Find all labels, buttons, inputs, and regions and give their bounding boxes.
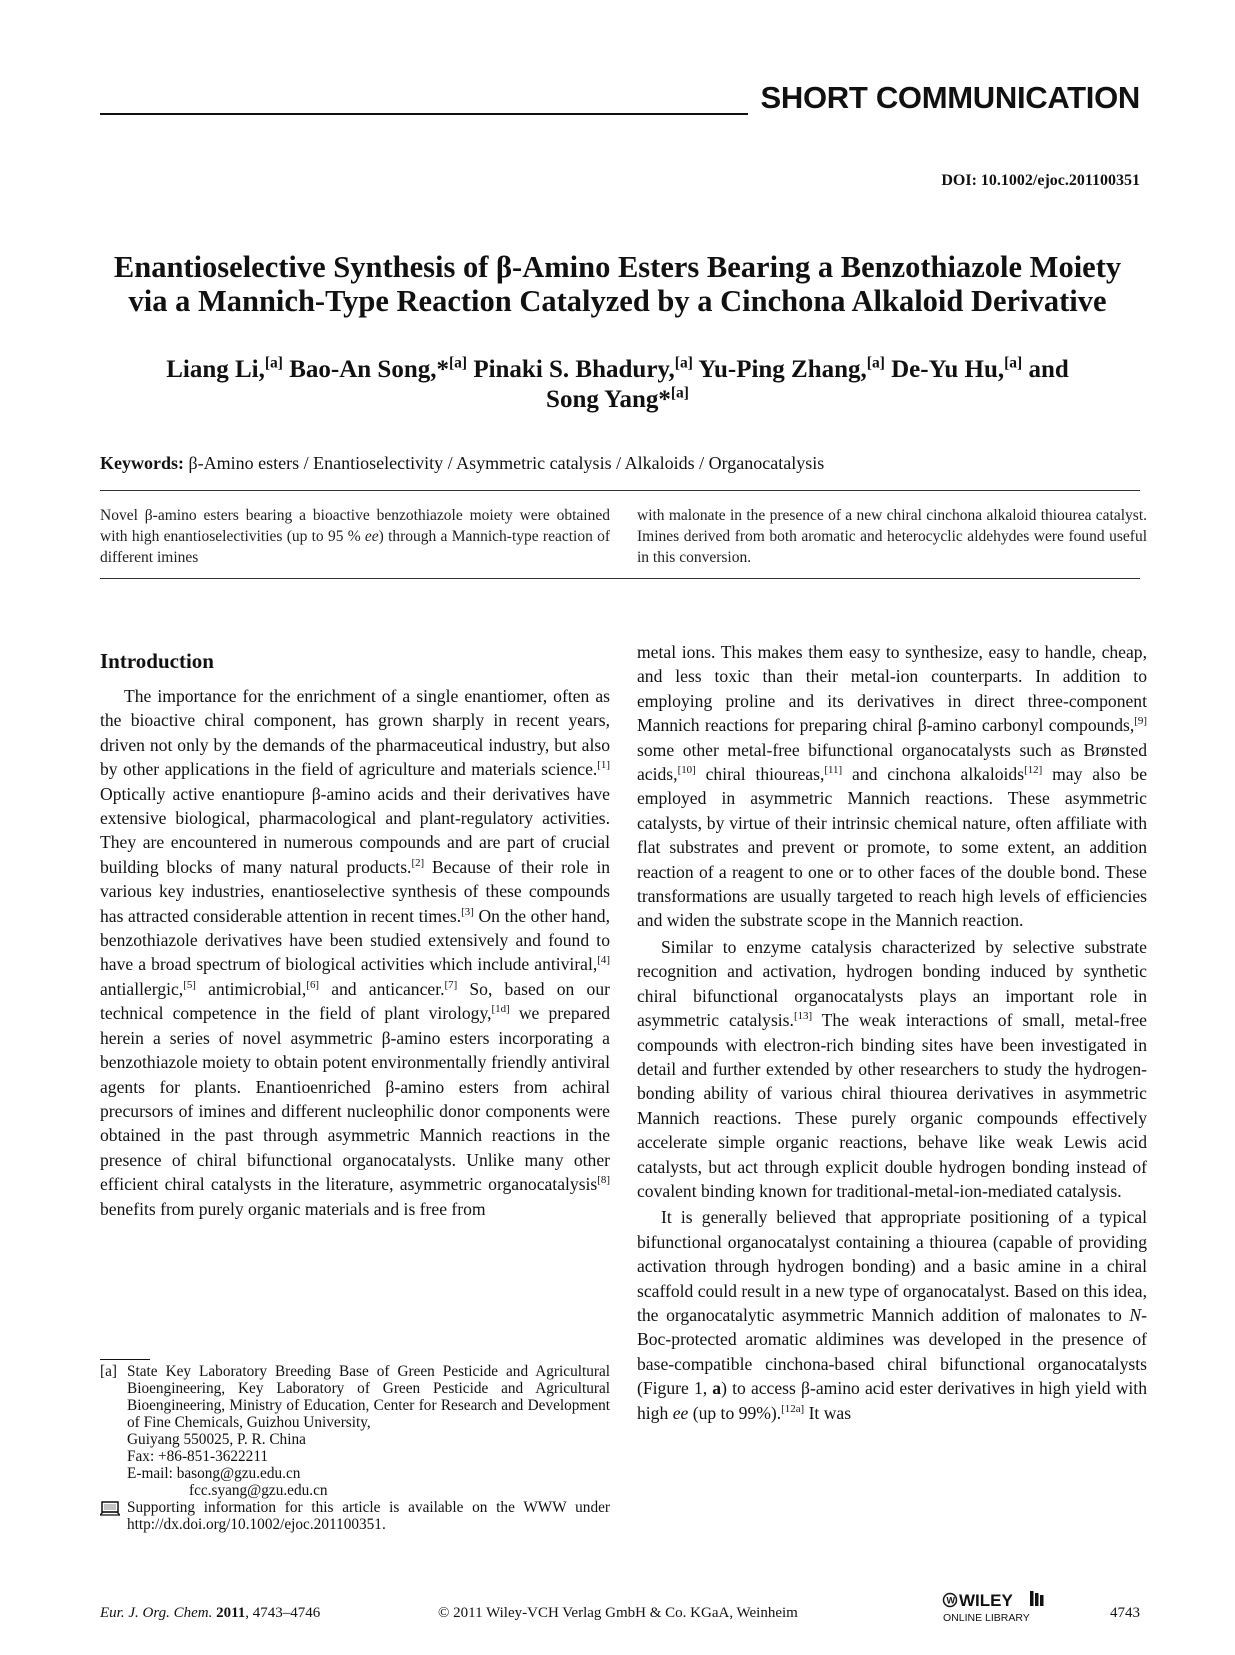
copyright: © 2011 Wiley-VCH Verlag GmbH & Co. KGaA, Weinheim [438,1605,798,1621]
author-affiliation: [a] [448,354,468,372]
abstract-left-column: Novel β-amino esters bearing a bioactive benzothiazole moiety were obtained with high enantioselectivities (up to 95 % ee) through a Mannich-type reaction of different imines [100,507,611,566]
introduction-heading: Introduction [100,649,214,673]
affiliation-footnote [100,1363,610,1533]
section-label: SHORT COMMUNICATION [760,80,1140,115]
author-name: Bao-An Song,* [289,356,449,383]
affiliation-address: Guiyang 550025, P. R. China [127,1431,306,1448]
affiliation-email-2[interactable]: fcc.syang@gzu.edu.cn [189,1482,328,1499]
svg-text:W: W [946,1595,955,1606]
author-line-2 [60,385,1175,415]
citation[interactable]: [4] [597,954,610,967]
footnote-mark: [a] [100,1363,117,1380]
running-header [100,80,1140,120]
right-paragraph-3: It is generally believed that appropriate positioning of a typical bifunctional organocatalyst containing a thiourea (capable of providing activation through hydrogen bonding) and a basic amine in a chiral scaffold could result in a new type of organocatalyst. Based on this idea, the organocatalytic asymmetric Mannich addition of malonates to N-Boc-protected aromatic aldimines was developed in the presence of base-compatible cinchona-based chiral bifunctional organocatalysts (Figure 1, a) to access β-amino acid ester derivatives in high yield with high ee (up to 99%).[12a] It was [637,1207,1147,1423]
intro-paragraph-1: The importance for the enrichment of a single enantiomer, often as the bioactive chiral component, has grown sharply in recent years, driven not only by the demands of the pharmaceutical industry, but also by other applications in the field of agriculture and materials science.[1] Optically active enantiopure β-amino acids and their derivatives have extensive biological, pharmacological and plant-regulatory activities. They are encountered in numerous compounds and are part of crucial building blocks of many natural products.[2] Because of their role in various key industries, enantioselective synthesis of these compounds has attracted considerable attention in recent times.[3] On the other hand, benzothiazole derivatives have been studied extensively and found to have a broad spectrum of biological activities which include antiviral,[4] antiallergic,[5] antimicrobial,[6] and anticancer.[7] So, based on our technical competence in the field of plant virology,[1d] we prepared herein a series of novel asymmetric β-amino esters incorporating a benzothiazole moiety to obtain potent environmentally friendly antiviral agents for plants. Enantioenriched β-amino esters from achiral precursors of imines and different nucleophilic donor components were obtained in the past through asymmetric Mannich reactions in the presence of chiral bifunctional organocatalysts. Unlike many other efficient chiral catalysts in the literature, asymmetric organocatalysis[8] benefits from purely organic materials and is free from [100,686,611,1219]
author-affiliation: [a] [264,354,283,372]
author-conjunction: and [1028,356,1069,383]
abstract-right-column: with malonate in the presence of a new chiral cinchona alkaloid thiourea catalyst. Imines derived from both aromatic and heterocyclic aldehydes were found useful in this conversion. [637,507,1147,566]
right-paragraph-1: metal ions. This makes them easy to synthesize, easy to handle, cheap, and less toxic than their metal-ion counterparts. In addition to employing proline and its derivatives in direct three-component Mannich reactions for preparing chiral β-amino carbonyl compounds,[9] some other metal-free bifunctional organocatalysts such as Brønsted acids,[10] chiral thioureas,[11] and cinchona alkaloids[12] may also be employed in asymmetric Mannich reactions. These asymmetric catalysts, by virtue of their intrinsic chemical nature, often affiliate with flat substrates and prevent or promote, to some extent, an addition reaction of a reagent to one or to other faces of the double bond. These transformations are usually targeted to reach high levels of efficiencies and widen the substrate scope in the Mannich reaction. [637,642,1148,931]
author-affiliation: [a] [866,354,885,372]
page-footer [100,1591,1140,1640]
author-name: Song Yang* [546,386,671,413]
abstract-bottom-rule [100,578,1140,579]
body-left-column [100,640,610,1223]
citation[interactable]: [12] [1024,764,1043,777]
citation[interactable]: [1d] [491,1003,510,1016]
affiliation-text: State Key Laboratory Breeding Base of Green Pesticide and Agricultural Bioengineering, Key Laboratory of Green Pesticide and Agricultural Bioengineering, Ministry of Education, Center for Research and Development of Fine Chemicals, Guizhou University, [127,1363,610,1431]
author-name: Liang Li, [166,356,265,383]
citation[interactable]: [1] [597,759,610,772]
doi[interactable]: DOI: 10.1002/ejoc.201100351 [941,172,1140,189]
author-affiliation: [a] [1004,354,1023,372]
author-name: De-Yu Hu, [891,356,1005,383]
keywords-label: Keywords: [100,453,184,473]
supporting-information[interactable]: Supporting information for this article is available on the WWW under http://dx.doi.org/10.1002/ejoc.201100351. [127,1499,610,1533]
abstract-top-rule [100,490,1140,491]
citation[interactable]: [13] [793,1010,813,1023]
citation[interactable]: [8] [597,1174,610,1187]
page-number: 4743 [1110,1605,1140,1621]
ee-italic: ee [364,528,379,545]
affiliation-fax: Fax: +86-851-3622211 [127,1448,269,1465]
author-affiliation: [a] [674,354,693,372]
citation[interactable]: [10] [677,764,696,777]
citation[interactable]: [6] [306,979,320,992]
affiliation-email-1[interactable]: E-mail: basong@gzu.edu.cn [127,1465,301,1482]
logo-subtext: ONLINE LIBRARY [943,1612,1030,1624]
title-line-2: via a Mannich-Type Reaction Catalyzed by a Cinchona Alkaloid Derivative [128,284,1107,318]
computer-icon [100,1501,120,1517]
journal-citation: Eur. J. Org. Chem. 2011, 4743–4746 [100,1605,321,1621]
title-line-1: Enantioselective Synthesis of β-Amino Esters Bearing a Benzothiazole Moiety [113,250,1122,284]
author-name: Pinaki S. Bhadury, [473,356,675,383]
logo-text: WILEY [959,1591,1013,1610]
citation[interactable]: [9] [1134,715,1147,728]
citation[interactable]: [12a] [781,1402,805,1415]
citation[interactable]: [11] [824,764,843,777]
author-affiliation: [a] [670,384,689,402]
right-paragraph-2: Similar to enzyme catalysis characterized by selective substrate recognition and activation, hydrogen bonding induced by synthetic chiral bifunctional organocatalysts plays an important role in asymmetric catalysis.[13] The weak interactions of small, metal-free compounds with electron-rich binding sites have been investigated in detail and further extended by other researchers to study the hydrogen-bonding ability of various chiral thiourea derivatives in asymmetric Mannich reactions. These purely organic compounds effectively accelerate simple organic reactions, behave like weak Lewis acid catalysts, but act through explicit double hydrogen bonding instead of covalent binding known for traditional-metal-ion-mediated catalysis. [637,936,1147,1201]
citation[interactable]: [3] [461,905,474,918]
abstract [100,505,1147,566]
keywords [100,453,824,474]
wiley-logo[interactable] [942,1588,1062,1628]
author-list [60,355,1175,415]
keywords-text: β-Amino esters / Enantioselectivity / Asymmetric catalysis / Alkaloids / Organocatalysis [188,453,825,473]
body-right-column [637,640,1147,1427]
footnote-rule [100,1359,150,1360]
citation[interactable]: [2] [411,856,425,869]
citation[interactable]: [5] [183,979,196,992]
author-line-1 [60,355,1175,385]
citation[interactable]: [7] [444,979,458,992]
author-name: Yu-Ping Zhang, [698,356,867,383]
article-title [60,250,1175,318]
header-rule [100,113,748,115]
